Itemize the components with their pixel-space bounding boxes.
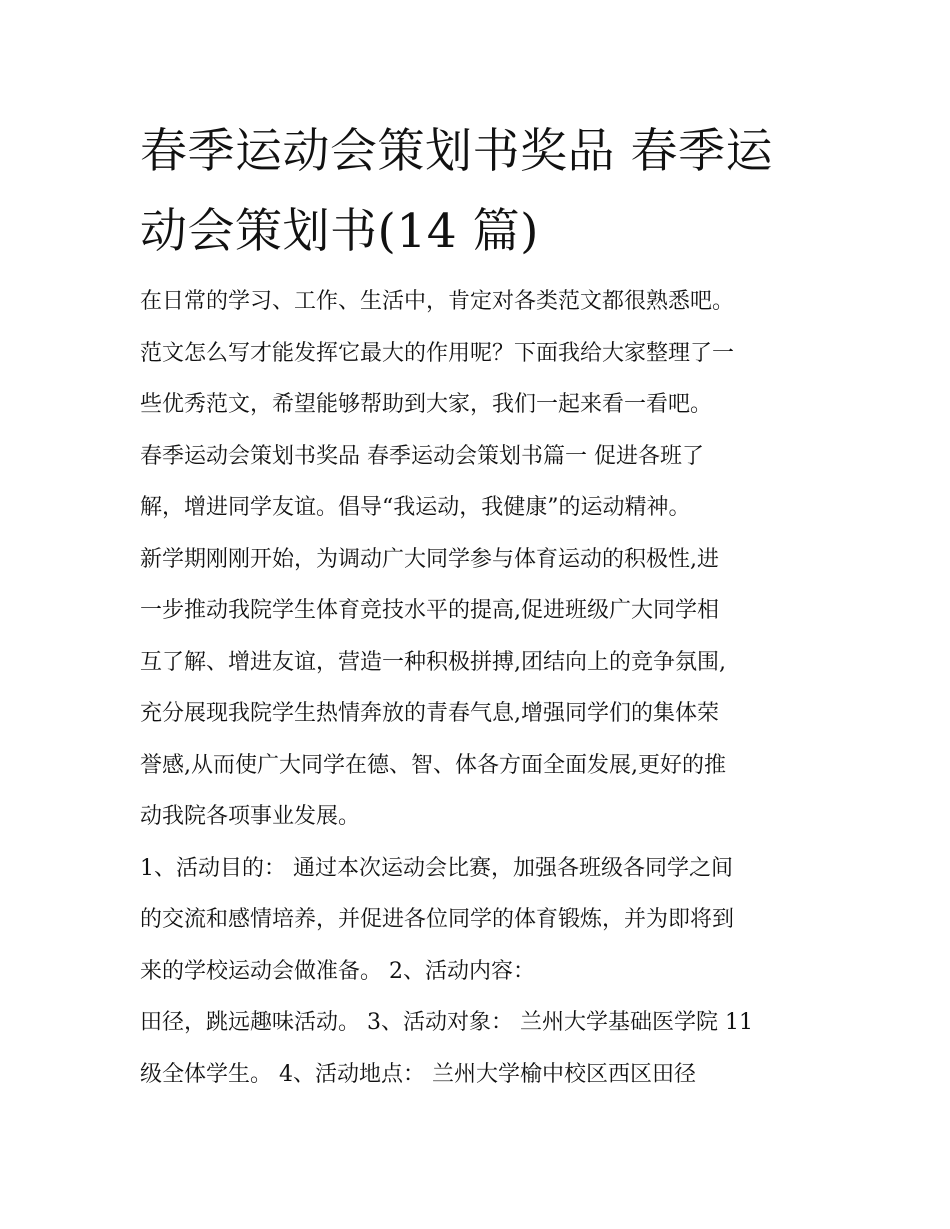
body-line: 级全体学生。 4、活动地点： 兰州大学榆中校区西区田径 (140, 1061, 696, 1087)
body-line: 些优秀范文，希望能够帮助到大家，我们一起来看一看吧。 (140, 392, 713, 417)
body-line: 动我院各项事业发展。 (140, 804, 361, 829)
body-line: 新学期刚刚开始，为调动广大同学参与体育运动的积极性,进 (140, 546, 719, 572)
body-line: 誉感,从而使广大同学在德、智、体各方面全面发展,更好的推 (140, 752, 726, 778)
document-title (140, 112, 820, 272)
body-line: 在日常的学习、工作、生活中，肯定对各类范文都很熟悉吧。 (140, 289, 735, 314)
title-line-2: 动会策划书(14 篇) (140, 204, 539, 259)
body-line: 田径，跳远趣味活动。 3、活动对象： 兰州大学基础医学院 11 (140, 1010, 753, 1035)
body-line: 范文怎么写才能发挥它最大的作用呢？下面我给大家整理了一 (140, 340, 735, 366)
body-line: 互了解、增进友谊，营造一种积极拼搏,团结向上的竞争氛围, (140, 649, 726, 675)
body-line: 充分展现我院学生热情奔放的青春气息,增强同学们的集体荣 (140, 701, 719, 726)
body-line: 一步推动我院学生体育竞技水平的提高,促进班级广大同学相 (140, 598, 719, 623)
body-line: 来的学校运动会做准备。 2、活动内容： (140, 958, 535, 984)
document-body (140, 276, 840, 1100)
body-line: 1、活动目的： 通过本次运动会比赛，加强各班级各同学之间 (140, 855, 733, 881)
title-line-1: 春季运动会策划书奖品 春季运 (140, 124, 773, 179)
body-line: 的交流和感情培养，并促进各位同学的体育锻炼，并为即将到 (140, 907, 735, 932)
body-line: 解，增进同学友谊。倡导“我运动，我健康”的运动精神。 (140, 495, 691, 520)
body-line: 春季运动会策划书奖品 春季运动会策划书篇一 促进各班了 (140, 443, 704, 469)
